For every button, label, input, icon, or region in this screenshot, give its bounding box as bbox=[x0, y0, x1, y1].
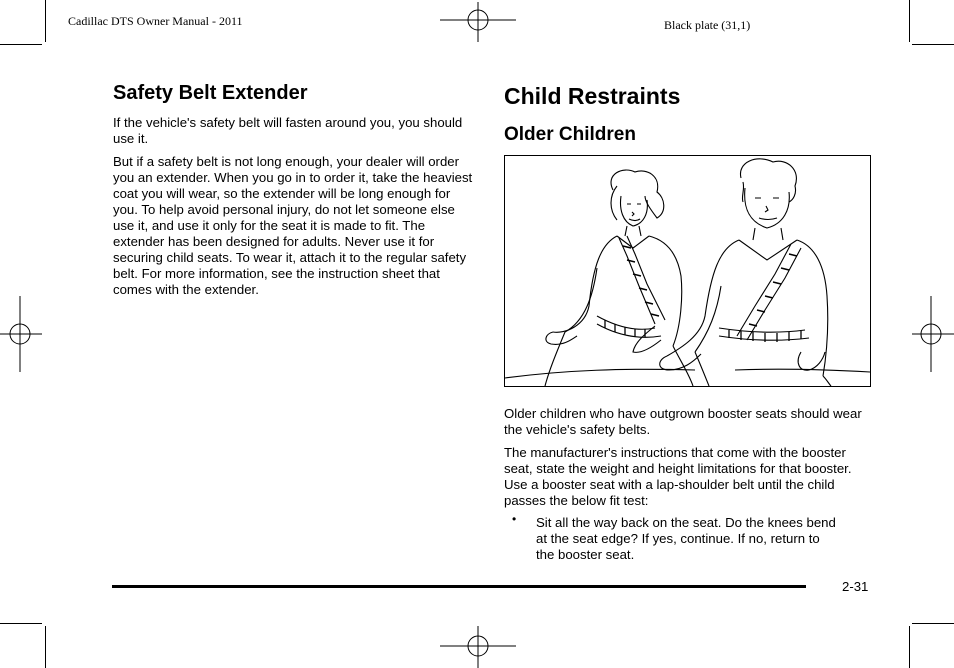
bullet-icon: • bbox=[512, 512, 517, 526]
section-heading: Safety Belt Extender bbox=[113, 82, 308, 104]
registration-mark-bottom bbox=[440, 626, 516, 668]
paragraph: But if a safety belt is not long enough, your dealer will order you an extender. When you go in to order it, take the heaviest coat you will wear, so the extender will be long enough for you. To help avoid personal injury, do not let someone else use it, and use it only for the seat it is made to fit. The extender has been designed for adults. Never use it for securing child seats. To wear it, attach it to the regular safety belt. For more information, see the instruction sheet that comes with the extender. bbox=[113, 154, 473, 297]
paragraph: If the vehicle's safety belt will fasten around you, you should use it. bbox=[113, 115, 463, 146]
crop-mark bbox=[912, 623, 954, 624]
crop-mark bbox=[45, 0, 46, 42]
crop-mark bbox=[0, 623, 42, 624]
footer-rule bbox=[112, 585, 806, 588]
registration-mark-right bbox=[912, 296, 954, 372]
illustration-frame bbox=[504, 155, 871, 387]
header-left: Cadillac DTS Owner Manual - 2011 bbox=[68, 14, 243, 28]
paragraph: The manufacturer's instructions that come with the booster seat, state the weight and height limitations for that booster. Use a booster seat with a lap-shoulder belt until the child passes the below fit test: bbox=[504, 445, 852, 508]
page-title: Child Restraints bbox=[504, 83, 681, 109]
subheading: Older Children bbox=[504, 124, 636, 145]
crop-mark bbox=[912, 44, 954, 45]
right-body bbox=[504, 406, 870, 509]
registration-mark-top bbox=[440, 2, 516, 42]
crop-mark bbox=[909, 626, 910, 668]
crop-mark bbox=[45, 626, 46, 668]
children-seatbelt-illustration bbox=[505, 156, 870, 386]
crop-mark bbox=[909, 0, 910, 42]
page-number: 2-31 bbox=[842, 579, 869, 594]
header-right: Black plate (31,1) bbox=[664, 18, 751, 32]
crop-mark bbox=[0, 44, 42, 45]
bullet-text: Sit all the way back on the seat. Do the knees bend at the seat edge? If yes, continue. If no, return to the booster seat. bbox=[536, 515, 836, 562]
paragraph: Older children who have outgrown booster seats should wear the vehicle's safety belts. bbox=[504, 406, 862, 437]
registration-mark-left bbox=[0, 296, 42, 372]
list-item bbox=[512, 512, 842, 563]
left-column bbox=[113, 82, 475, 298]
